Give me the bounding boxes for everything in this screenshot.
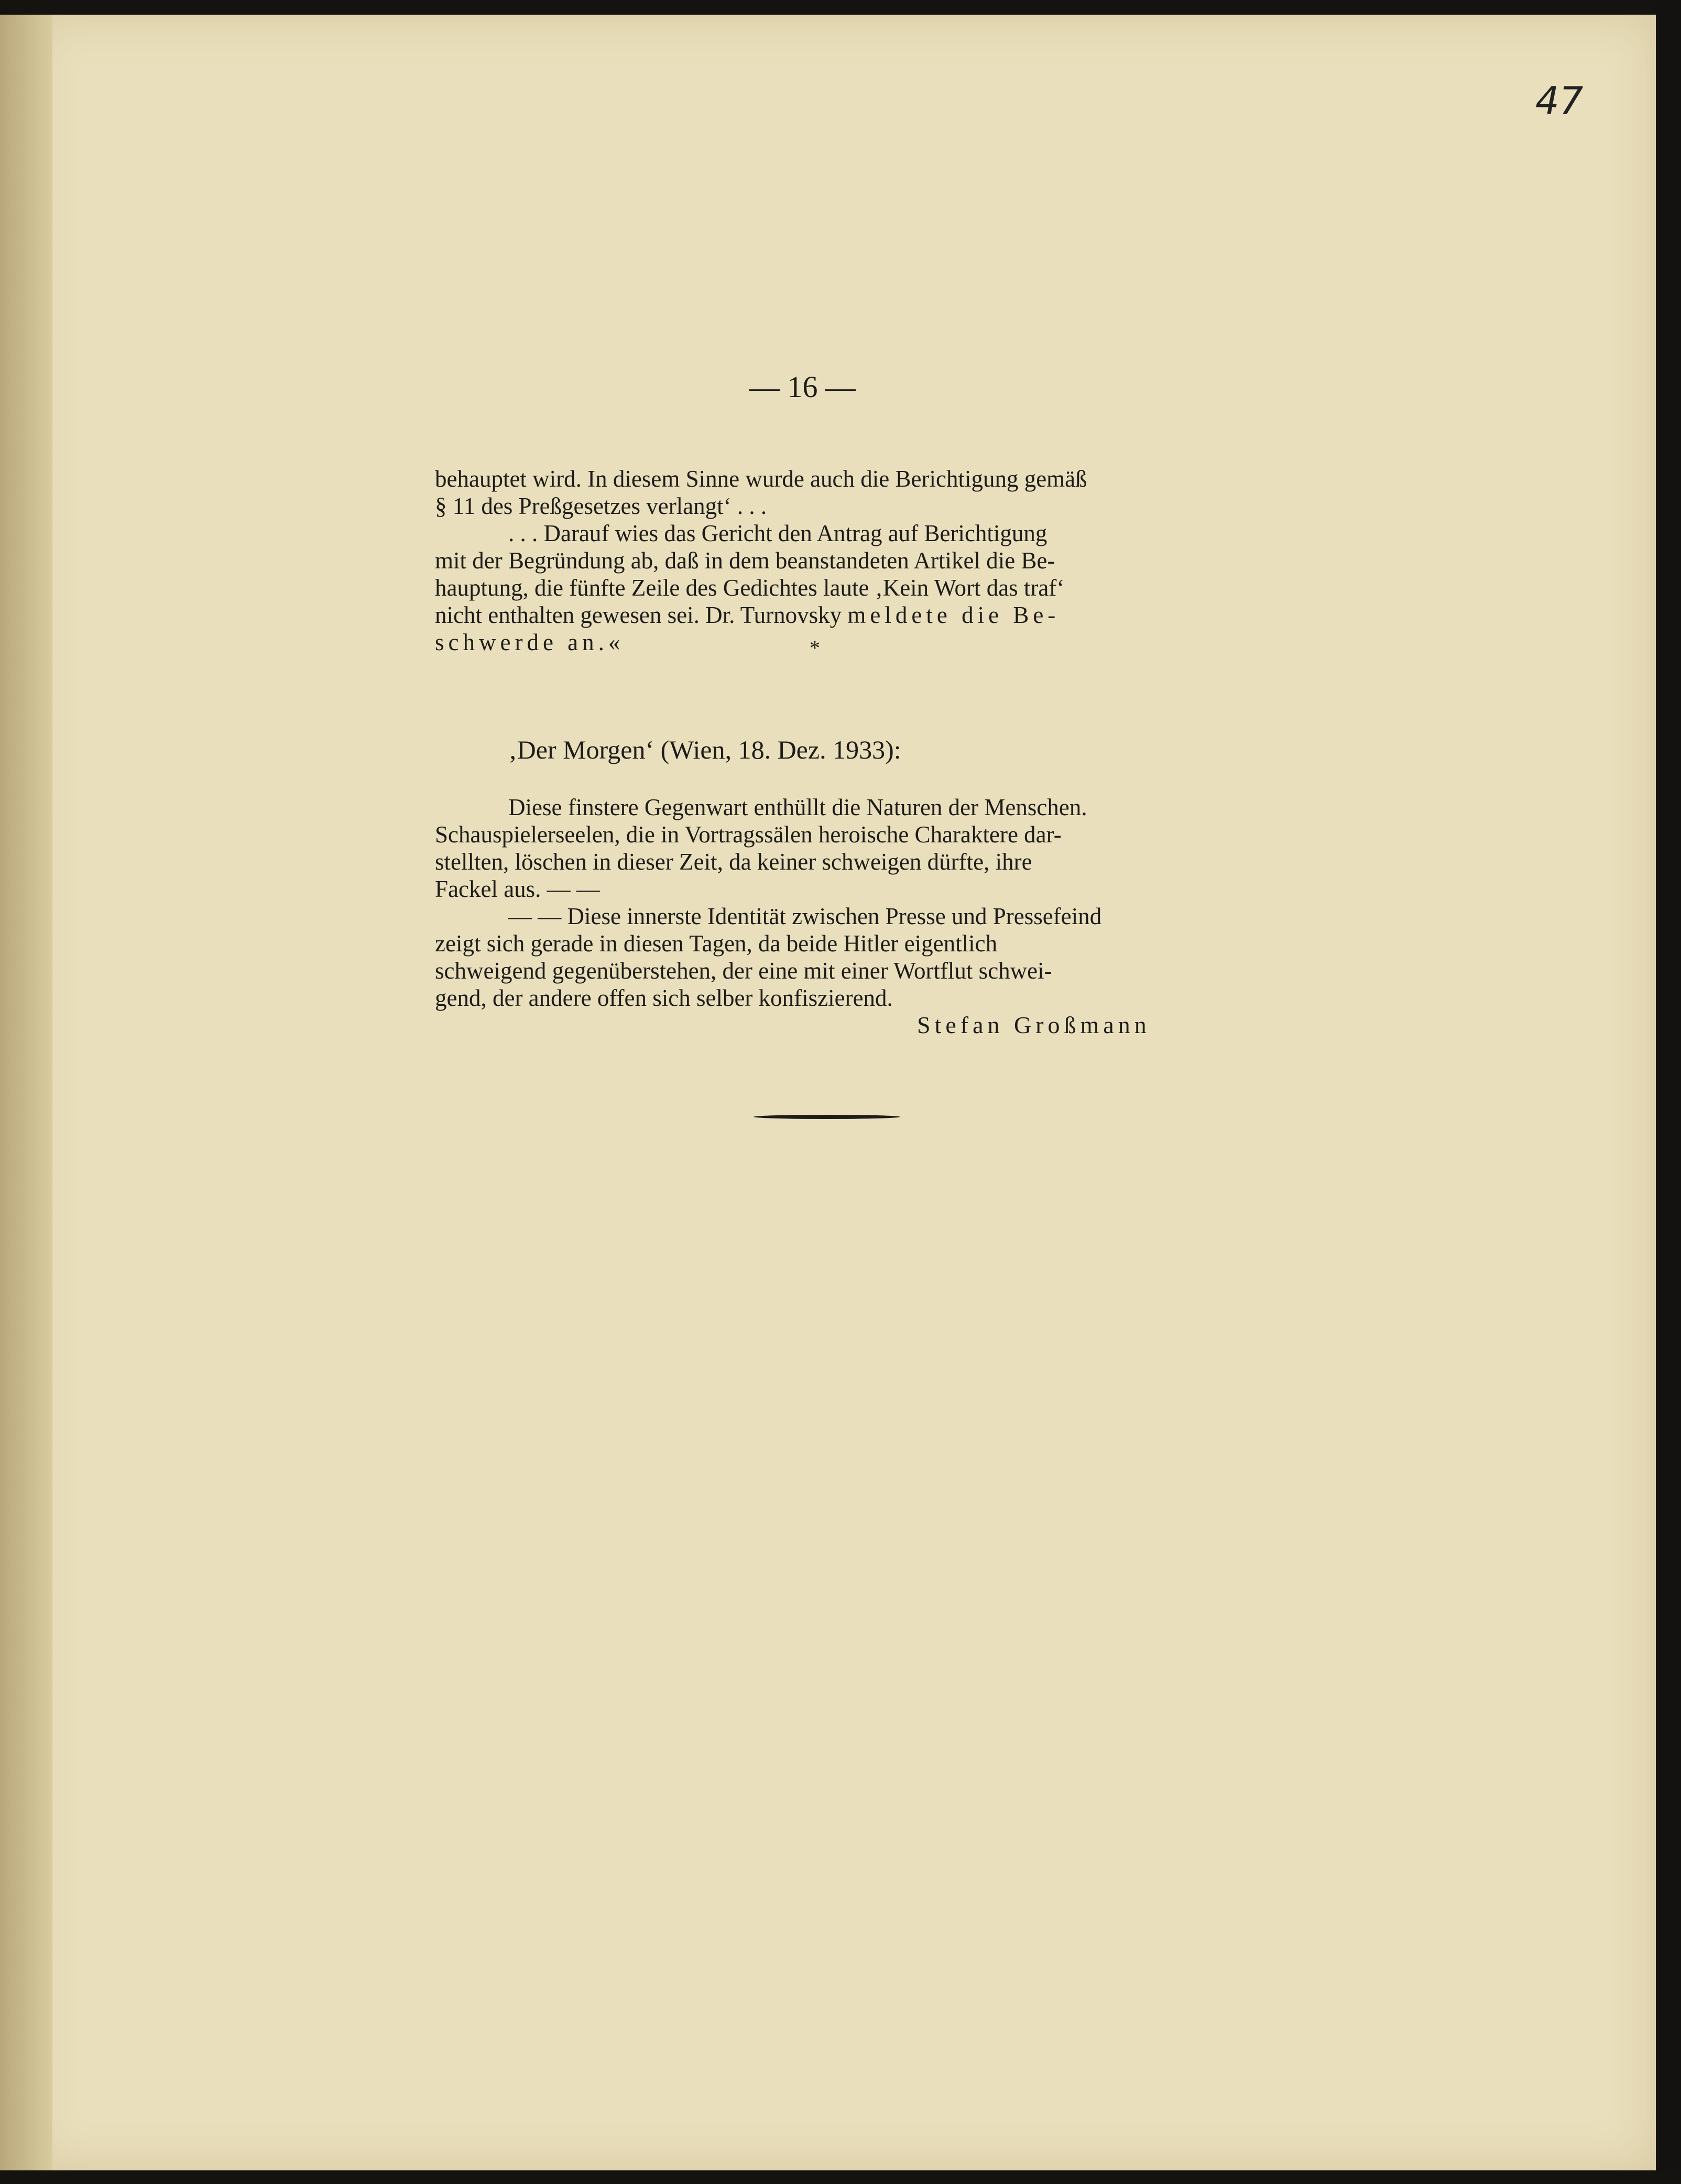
text-line: gend, der andere offen sich selber konfiszierend. [435,985,893,1011]
text-line: Schauspielerseelen, die in Vortragssälen heroische Charaktere dar- [435,821,1062,848]
text-line: hauptung, die fünfte Zeile des Gedichtes laute ‚Kein Wort das traf‘ [435,575,1065,601]
text-line: behauptet wird. In diesem Sinne wurde auch die Berichtigung gemäß [435,466,1087,492]
author-signature: Stefan Großmann [917,1012,1151,1038]
text-line: zeigt sich gerade in diesen Tagen, da beide Hitler eigentlich [435,930,998,957]
scan-right-edge [1656,0,1681,2184]
paragraph-quote [435,794,1184,1012]
text-line: stellten, löschen in dieser Zeit, da keiner schweigen dürfte, ihre [435,849,1032,875]
spaced-emphasis: schwerde an. [435,629,608,655]
text-line: — — Diese innerste Identität zwischen Presse und Pressefeind [508,903,1102,929]
page-gutter [0,15,52,2170]
scan-bottom-edge [0,2170,1681,2184]
document-page [31,15,1656,2170]
scan-top-edge [0,0,1681,15]
end-rule [754,1115,900,1119]
closing-quote: « [608,629,620,655]
text-line [435,601,1184,629]
text-fragment: nicht enthalten gewesen sei. Dr. Turnovsky [435,602,842,628]
text-line: . . . Darauf wies das Gericht den Antrag auf Berichtigung [508,520,1047,546]
handwritten-folio: 47 [1535,79,1584,123]
text-line: schweigend gegenüberstehen, der eine mit einer Wortflut schwei- [435,958,1052,984]
page-number: — 16 — [749,370,856,404]
paragraph-berichtigung [435,465,1184,656]
spaced-emphasis: meldete die Be- [847,602,1060,628]
text-line: mit der Begründung ab, daß in dem beanstandeten Artikel die Be- [435,547,1055,574]
section-separator: * [810,636,820,660]
source-citation: ‚Der Morgen‘ (Wien, 18. Dez. 1933): [508,735,901,764]
text-line: Fackel aus. — — [435,876,600,902]
text-line: Diese finstere Gegenwart enthüllt die Naturen der Menschen. [508,794,1087,820]
text-line: § 11 des Preßgesetzes verlangt‘ . . . [435,493,767,519]
